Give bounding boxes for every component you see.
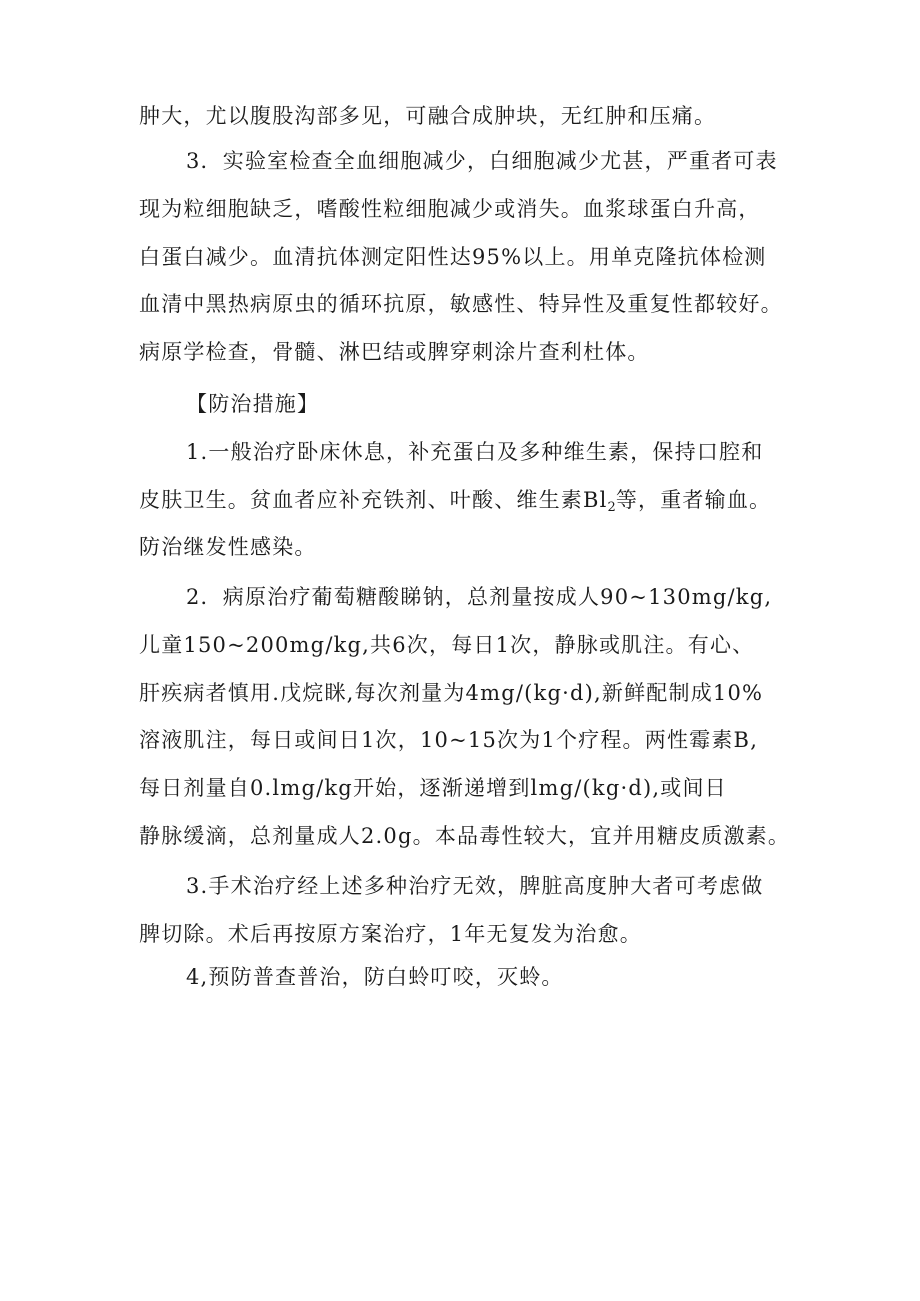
text-line: 脾切除。术后再按原方案治疗，1年无复发为治愈。 xyxy=(139,922,642,946)
text-line xyxy=(139,485,809,523)
text-line: 3.手术治疗经上述多种治疗无效，脾脏高度肿大者可考虑做 xyxy=(186,874,764,898)
text-line: 4,预防普查普治，防白蛉叮咬，灭蛉。 xyxy=(186,965,564,989)
text-line: 2．病原治疗葡萄糖酸睇钠，总剂量按成人90~130mg/kg, xyxy=(186,585,773,609)
text-line: 防治继发性感染。 xyxy=(139,535,317,559)
text-line: 3．实验室检查全血细胞减少，白细胞减少尤甚，严重者可表 xyxy=(186,149,778,173)
text-line: 每日剂量自0.lmg/kg开始，逐渐递增到lmg/(kg·d),或间日 xyxy=(139,776,727,800)
text-line: 白蛋白减少。血清抗体测定阳性达95%以上。用单克隆抗体检测 xyxy=(139,245,767,269)
text-segment: 等，重者输血。 xyxy=(615,488,772,512)
text-line: 肿大，尤以腹股沟部多见，可融合成肿块，无红肿和压痛。 xyxy=(139,104,717,128)
section-heading: 【防治措施】 xyxy=(186,392,320,416)
text-line: 儿童150~200mg/kg,共6次，每日1次，静脉或肌注。有心、 xyxy=(139,633,755,657)
text-line: 血清中黑热病原虫的循环抗原，敏感性、特异性及重复性都较好。 xyxy=(139,292,783,316)
text-line: 静脉缓滴，总剂量成人2.0g。本品毒性较大，宜并用糖皮质激素。 xyxy=(139,824,791,848)
text-line: 1.一般治疗卧床休息，补充蛋白及多种维生素，保持口腔和 xyxy=(186,440,764,464)
text-line: 病原学检查，骨髓、淋巴结或脾穿刺涂片查利杜体。 xyxy=(139,340,650,364)
text-segment: 皮肤卫生。贫血者应补充铁剂、叶酸、维生素Bl xyxy=(139,488,608,512)
subscript: 2 xyxy=(607,500,616,515)
text-line: 肝疾病者慎用.戊烷眯,每次剂量为4mg/(kg·d),新鲜配制成10% xyxy=(139,681,764,705)
text-line: 溶液肌注，每日或间日1次，10~15次为1个疗程。两性霉素B, xyxy=(139,728,759,752)
text-line: 现为粒细胞缺乏，嗜酸性粒细胞减少或消失。血浆球蛋白升高， xyxy=(139,197,761,221)
